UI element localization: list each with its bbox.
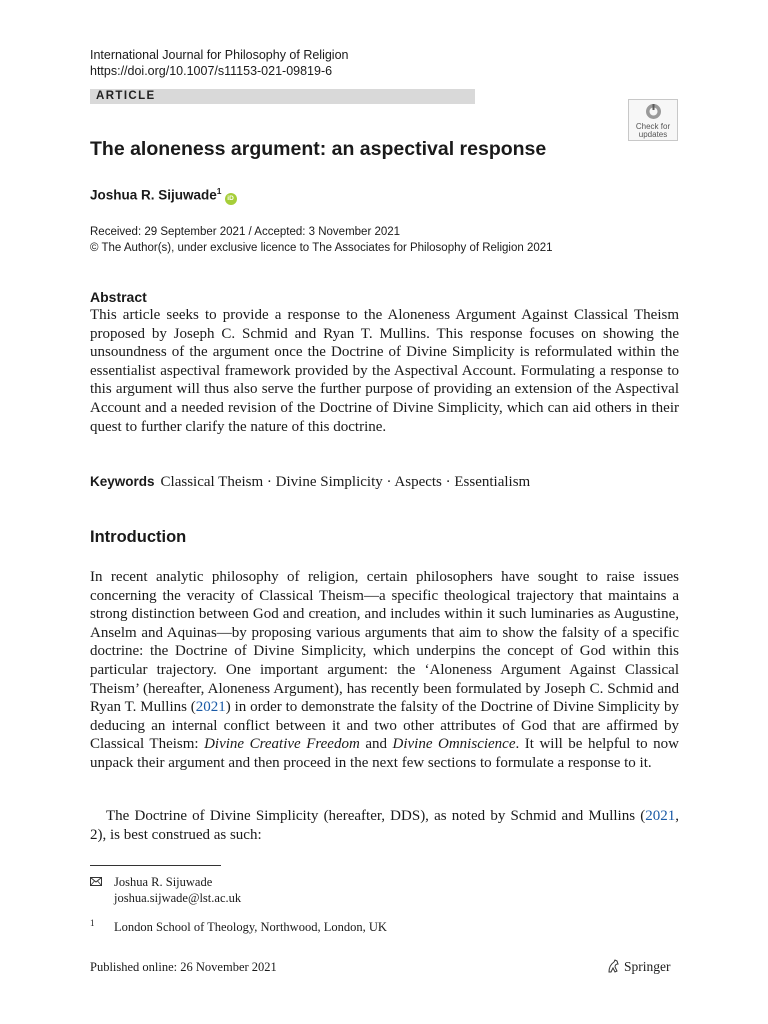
- copyright-notice: © The Author(s), under exclusive licence to The Associates for Philosophy of Religion 2021: [90, 242, 553, 254]
- p2-text-b: , 2), is best construed as such:: [90, 808, 679, 843]
- published-online-date: Published online: 26 November 2021: [90, 960, 277, 974]
- doi-link[interactable]: https://doi.org/10.1007/s11153-021-09819-6: [90, 64, 333, 78]
- p1-emphasis-2: Divine Omniscience: [392, 736, 516, 753]
- paper-title: The aloneness argument: an aspectival response: [90, 138, 547, 160]
- mail-icon: [90, 877, 102, 886]
- p2-text-a: The Doctrine of Divine Simplicity (hereafter, DDS), as noted by Schmid and Mullins (: [106, 808, 646, 824]
- p1-text-b: ) in order to demonstrate the falsity of the Doctrine of Divine Simplicity by deducing an internal conflict between it and two other attributes of God that are affirmed by Classical Theism:: [90, 699, 679, 753]
- p1-text-c: and: [359, 736, 393, 753]
- author-name[interactable]: Joshua R. Sijuwade: [90, 187, 217, 203]
- orcid-icon[interactable]: iD: [225, 193, 237, 205]
- author-affiliation-marker: 1: [216, 186, 222, 196]
- abstract-text: This article seeks to provide a response to the Aloneness Argument Against Classical Theism proposed by Joseph C. Schmid and Ryan T. Mullins. This response focuses on showing the unsoundness of the argument once the Doctrine of Divine Simplicity is reformulated within the essentialist aspectival framework provided by the Aspectival Account. Formulating a response to this argument will thus also serve the further purpose of providing an extension of the Aspectival Account and a needed revision of the Doctrine of Divine Simplicity, which can aid others in their quest to further clarify the nature of this doctrine.: [90, 307, 679, 435]
- keywords-heading: Keywords: [90, 474, 155, 489]
- affiliation-number: 1: [90, 918, 95, 928]
- p1-emphasis-1: Divine Creative Freedom: [204, 736, 360, 753]
- check-for-updates-badge[interactable]: [628, 99, 678, 141]
- footnote-divider: [90, 865, 221, 866]
- citation-link[interactable]: 2021: [195, 699, 226, 716]
- check-updates-label: Check for updates: [635, 122, 671, 139]
- citation-link[interactable]: 2021: [645, 808, 676, 824]
- journal-name: International Journal for Philosophy of Religion: [90, 48, 349, 62]
- springer-horse-icon: [606, 958, 622, 974]
- introduction-paragraph-1: [90, 568, 679, 773]
- p1-text-a: In recent analytic philosophy of religion, certain philosophers have sought to raise issues concerning the veracity of Classical Theism—a specific theological trajectory that maintains a strong distinction between God and creation, and includes within it such luminaries as Augustine, Anselm and Aquinas—by proposing various arguments that aim to show the falsity of a specific doctrine: the Doctrine of Divine Simplicity, which underpins the concept of God within this particular trajectory. One important argument: the ‘Aloneness Argument Against Classical Theism’ (hereafter, Aloneness Argument), has recently been formulated by Joseph C. Schmid and Ryan T. Mullins (: [90, 569, 679, 716]
- keywords-list: Classical Theism · Divine Simplicity · Aspects · Essentialism: [160, 474, 531, 490]
- article-type-label: ARTICLE: [96, 90, 156, 102]
- introduction-paragraph-2: [90, 807, 679, 844]
- p1-text-d: . It will be helpful to now unpack their argument and then proceed in the next few sections to formulate a response to it.: [90, 736, 680, 771]
- introduction-heading: Introduction: [90, 528, 187, 546]
- corresponding-author-email[interactable]: joshua.sijwade@lst.ac.uk: [114, 891, 242, 905]
- affiliation-text: London School of Theology, Northwood, London, UK: [114, 920, 387, 934]
- check-updates-icon: [645, 103, 662, 120]
- abstract-heading: Abstract: [90, 289, 147, 305]
- springer-logo: [606, 958, 671, 976]
- received-accepted-dates: Received: 29 September 2021 / Accepted: 3 November 2021: [90, 226, 401, 238]
- author-line: [90, 186, 237, 205]
- keywords-line: [90, 474, 530, 491]
- springer-wordmark: Springer: [624, 959, 671, 974]
- corresponding-author-name: Joshua R. Sijuwade: [114, 875, 213, 889]
